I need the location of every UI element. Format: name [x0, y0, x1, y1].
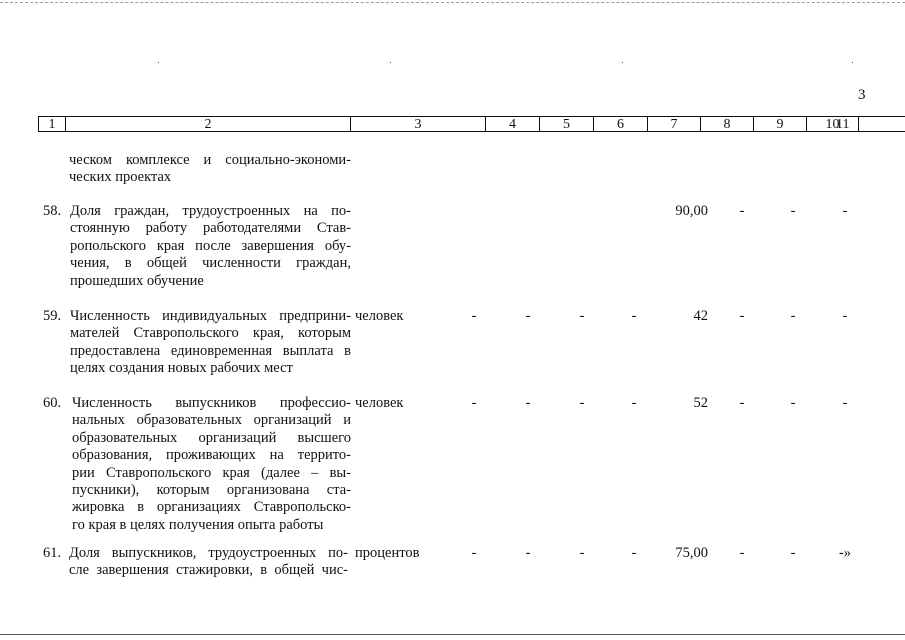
- row-60-col-5: -: [525, 395, 531, 411]
- text-line: целях создания новых рабочих мест: [70, 360, 293, 377]
- scan-speck: [852, 62, 853, 63]
- text-line: прошедших обучение: [70, 272, 204, 289]
- header-col-8: 8: [700, 116, 753, 132]
- row-59-number: 59.: [43, 308, 62, 324]
- text-line: рии Ставропольского края (далее – вы-: [72, 464, 351, 481]
- header-col-11: [858, 116, 905, 132]
- row-61-unit: процентов: [355, 545, 420, 561]
- page-number: 3: [858, 87, 866, 103]
- header-col-9: 9: [753, 116, 806, 132]
- column-header-row: [38, 116, 869, 133]
- text-line: образовательных организаций высшего: [72, 429, 351, 446]
- text-line: ропольского края после завершения обу-: [70, 237, 351, 254]
- scan-speck: [158, 62, 159, 63]
- header-col-4: 4: [485, 116, 539, 132]
- row-60-col-10: -: [790, 395, 796, 411]
- header-col-6: 6: [593, 116, 647, 132]
- scan-edge-top: [0, 2, 905, 3]
- row-60-number: 60.: [43, 395, 62, 411]
- text-line: го края в целях получения опыта работы: [72, 516, 324, 533]
- row-61-description: [69, 545, 348, 580]
- continuation-text: [69, 152, 351, 187]
- header-col-2: 2: [65, 116, 350, 132]
- text-line: предоставлена единовременная выплата в: [70, 342, 351, 359]
- row-58-description: [70, 203, 351, 290]
- header-col-11-label: 11: [836, 117, 850, 132]
- row-60-description: [72, 395, 351, 534]
- row-61-col-10: -: [790, 545, 796, 561]
- row-60-col-7: -: [631, 395, 637, 411]
- header-col-5: 5: [539, 116, 593, 132]
- text-line: Доля граждан, трудоустроенных на по-: [70, 203, 351, 219]
- row-60-unit: человек: [355, 395, 404, 411]
- row-60-col-8: 52: [693, 395, 708, 411]
- text-line: образования, проживающих на террито-: [72, 447, 351, 464]
- row-61-col-11: -»: [838, 545, 852, 561]
- row-59-col-8: 42: [693, 308, 708, 324]
- row-59-col-7: -: [631, 308, 637, 324]
- text-line: Численность выпускников профессио-: [72, 395, 351, 411]
- row-61-col-8: 75,00: [675, 545, 708, 561]
- row-61-number: 61.: [43, 545, 62, 561]
- row-59-unit: человек: [355, 308, 404, 324]
- row-59-col-9: -: [739, 308, 745, 324]
- text-line: нальных образовательных организаций и: [72, 412, 351, 429]
- text-line: сле завершения стажировки, в общей чис-: [69, 562, 348, 579]
- row-58-col-8: 90,00: [675, 203, 708, 219]
- scan-edge-bottom: [0, 634, 905, 635]
- scan-speck: [622, 62, 623, 63]
- row-61-col-6: -: [579, 545, 585, 561]
- row-58-col-10: -: [790, 203, 796, 219]
- text-line: стоянную работу работодателями Став-: [70, 220, 351, 237]
- text-line: жировка в организациях Ставропольско-: [72, 499, 351, 516]
- text-line: мателей Ставропольского края, которым: [70, 325, 351, 342]
- text-line: Доля выпускников, трудоустроенных по-: [69, 545, 348, 561]
- header-col-3: 3: [350, 116, 485, 132]
- header-col-7: 7: [647, 116, 700, 132]
- row-61-col-5: -: [525, 545, 531, 561]
- row-60-col-4: -: [471, 395, 477, 411]
- text-line: чения, в общей численности граждан,: [70, 255, 351, 272]
- text-line: ческом комплексе и социально-экономи-: [69, 152, 351, 168]
- row-59-col-5: -: [525, 308, 531, 324]
- text-line: пускники), которым организована ста-: [72, 481, 351, 498]
- row-58-col-11: -: [842, 203, 848, 219]
- row-60-col-11: -: [842, 395, 848, 411]
- header-col-1: 1: [38, 116, 65, 132]
- row-59-col-11: -: [842, 308, 848, 324]
- row-61-col-7: -: [631, 545, 637, 561]
- row-59-col-10: -: [790, 308, 796, 324]
- row-59-col-6: -: [579, 308, 585, 324]
- row-60-col-6: -: [579, 395, 585, 411]
- text-line: ческих проектах: [69, 169, 172, 186]
- row-61-col-9: -: [739, 545, 745, 561]
- row-59-col-4: -: [471, 308, 477, 324]
- row-58-number: 58.: [43, 203, 62, 219]
- text-line: Численность индивидуальных предприни-: [70, 308, 351, 324]
- row-60-col-9: -: [739, 395, 745, 411]
- row-58-col-9: -: [739, 203, 745, 219]
- scan-speck: [390, 62, 391, 63]
- row-59-description: [70, 308, 351, 378]
- header-col-10: 10: [806, 116, 858, 132]
- row-61-col-4: -: [471, 545, 477, 561]
